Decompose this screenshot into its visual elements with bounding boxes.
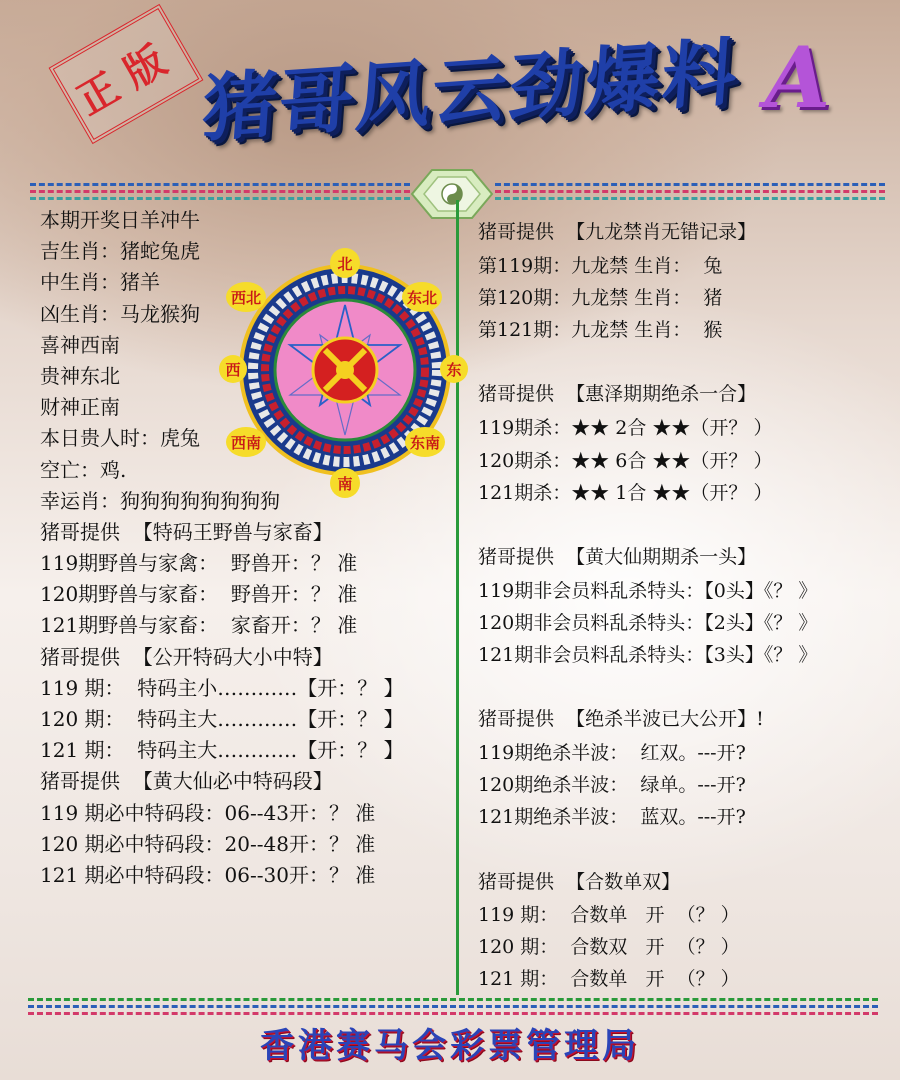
section-line: 121期非会员料乱杀特头：【3头】《？ 》 [478, 644, 818, 666]
almanac-line: 本日贵人时：虎兔 [40, 426, 200, 451]
direction-marker: 东 [440, 355, 468, 383]
section-heading: 猪哥提供 【合数单双】 [478, 871, 681, 893]
top-divider-left-3 [30, 197, 410, 200]
section-heading: 猪哥提供 【黄大仙期期杀一头】 [478, 546, 757, 568]
section-line: 121 期： 特码主大…………【开：？ 】 [40, 738, 404, 763]
section-line: 120期杀：★★ 6合 ★★（开？ ） [478, 450, 773, 472]
section-line: 121期野兽与家畜： 家畜开：？ 准 [40, 613, 358, 638]
section-heading: 猪哥提供 【特码王野兽与家畜】 [40, 519, 333, 544]
section-line: 121 期： 合数单 开 （？ ） [478, 968, 740, 990]
section-line: 第120期：九龙禁 生肖： 猪 [478, 287, 723, 309]
top-divider-right-3 [495, 197, 885, 200]
direction-marker: 东南 [405, 427, 445, 457]
almanac-line: 贵神东北 [40, 363, 120, 388]
section-heading: 猪哥提供 【九龙禁肖无错记录】 [478, 221, 757, 243]
almanac-line: 中生肖：猪羊 [40, 270, 160, 295]
section-heading: 猪哥提供 【公开特码大小中特】 [40, 644, 333, 669]
section-line: 119期非会员料乱杀特头：【0头】《？ 》 [478, 580, 818, 602]
almanac-line: 吉生肖：猪蛇兔虎 [40, 239, 200, 264]
section-line: 121 期必中特码段：06--30开：？ 准 [40, 862, 376, 887]
direction-marker: 东北 [402, 282, 442, 312]
section-line: 120 期： 合数双 开 （？ ） [478, 936, 740, 958]
footer-issuer: 香港赛马会彩票管理局 [260, 1026, 640, 1066]
section-line: 第121期：九龙禁 生肖： 猴 [478, 319, 723, 341]
section-line: 120期野兽与家畜： 野兽开：？ 准 [40, 582, 358, 607]
top-divider-left-1 [30, 183, 410, 186]
edition-badge: A [765, 28, 831, 127]
section-line: 119 期： 合数单 开 （？ ） [478, 904, 740, 926]
direction-marker: 西北 [226, 282, 266, 312]
almanac-line: 本期开奖日羊冲牛 [40, 208, 200, 232]
authentic-stamp: 正版 [49, 4, 204, 144]
section-heading: 猪哥提供 【惠泽期期绝杀一合】 [478, 383, 757, 405]
section-line: 119 期： 特码主小…………【开：？ 】 [40, 675, 404, 700]
section-line: 120 期必中特码段：20--48开：？ 准 [40, 831, 376, 856]
bottom-divider-3 [28, 1012, 878, 1015]
top-divider-left-2 [30, 190, 410, 193]
section-line: 120期非会员料乱杀特头：【2头】《？ 》 [478, 612, 818, 634]
almanac-line: 喜神西南 [40, 332, 120, 357]
direction-marker: 北 [330, 248, 360, 278]
section-line: 119期杀：★★ 2合 ★★（开？ ） [478, 417, 773, 439]
direction-marker: 南 [330, 468, 360, 498]
section-line: 121期杀：★★ 1合 ★★（开？ ） [478, 482, 773, 504]
section-heading: 猪哥提供 【黄大仙必中特码段】 [40, 769, 333, 794]
section-heading: 猪哥提供 【绝杀半波已大公开】! [478, 708, 764, 730]
section-line: 119期绝杀半波： 红双。---开? [478, 742, 746, 764]
bottom-divider-1 [28, 998, 878, 1001]
top-divider-right-1 [495, 183, 885, 186]
section-line: 119 期必中特码段：06--43开：？ 准 [40, 800, 376, 825]
almanac-line: 幸运肖：狗狗狗狗狗狗狗狗 [40, 488, 280, 513]
almanac-line: 凶生肖：马龙猴狗 [40, 301, 200, 326]
almanac-line: 空亡：鸡. [40, 457, 127, 482]
section-line: 121期绝杀半波： 蓝双。---开? [478, 806, 746, 828]
almanac-line: 财神正南 [40, 395, 120, 420]
section-line: 第119期：九龙禁 生肖： 兔 [478, 255, 723, 277]
section-line: 119期野兽与家禽： 野兽开：？ 准 [40, 551, 358, 576]
section-line: 120 期： 特码主大…………【开：？ 】 [40, 707, 404, 731]
bottom-divider-2 [28, 1005, 878, 1008]
direction-marker: 西 [219, 355, 247, 383]
direction-marker: 西南 [226, 427, 266, 457]
page-title: 猪哥风云劲爆料 [199, 29, 742, 153]
section-line: 120期绝杀半波： 绿单。---开? [478, 774, 746, 796]
top-divider-right-2 [495, 190, 885, 193]
